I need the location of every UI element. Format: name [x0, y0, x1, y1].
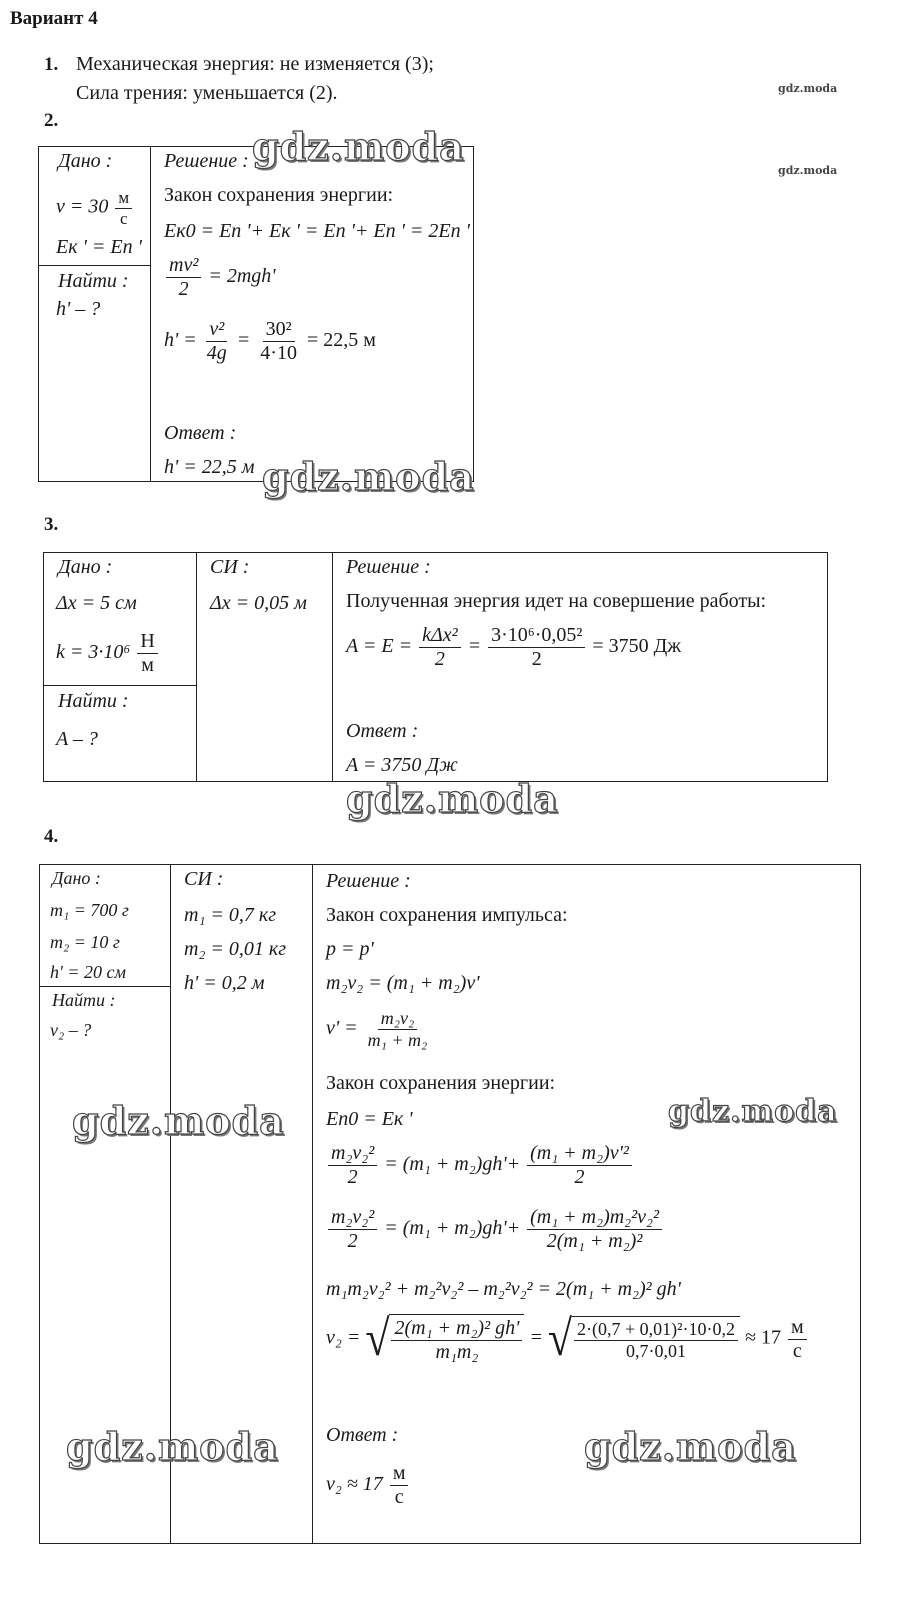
- task4-eq8: v₂ = √ $\frac{\text{2(m₁ + m₂)² gh'}}{\text{m₁m₂}}$ = √ $\frac{\text{2·(0,7 + 0,01)²·10·0,2}}{0,7\cdot 0,01}$ ≈ 17 $\frac{м}{с}$: [326, 1314, 809, 1364]
- watermark: gdz.moda: [66, 1424, 279, 1469]
- task4-eq3: v' = $\frac{\text{m₂v₂}}{\text{m₁ + m₂}}$: [326, 1008, 428, 1050]
- task4-dano: Дано :: [52, 868, 101, 888]
- task2-dano: Дано :: [58, 150, 113, 172]
- watermark: gdz.moda: [346, 776, 559, 821]
- task4-number: 4.: [44, 826, 59, 847]
- task2-resh: Решение :: [164, 150, 249, 172]
- task4-eq4: Eп0 = Eк ': [326, 1108, 413, 1130]
- task3-find: A – ?: [56, 728, 98, 750]
- task4-najti: Найти :: [52, 990, 116, 1010]
- task4-divider-2: [312, 864, 313, 1544]
- task3-given-divider: [43, 685, 196, 686]
- task3-si-dx: Δx = 0,05 м: [210, 592, 307, 614]
- watermark-small: gdz.moda: [778, 164, 838, 177]
- task3-divider-1: [196, 552, 197, 782]
- task2-najti: Найти :: [58, 270, 129, 292]
- task2-answer: h' = 22,5 м: [164, 456, 255, 478]
- task2-eq3: h' = $\frac{\text{v²}}{4g}$ = $\frac{\text{30²}}{4\cdot 10}$ = 22,5 м: [164, 318, 376, 364]
- watermark: gdz.moda: [252, 124, 465, 169]
- task2-divider: [150, 146, 151, 482]
- task2-law: Закон сохранения энергии:: [164, 184, 394, 206]
- task1-line2: Сила трения: уменьшается (2).: [76, 82, 338, 104]
- task3-otvet: Ответ :: [346, 720, 419, 742]
- task2-e-given: Eк ' = Eп ': [56, 236, 142, 258]
- task4-law2: Закон сохранения энергии:: [326, 1072, 556, 1094]
- task4-eq7: m₁m₂v₂² + m₂²v₂² – m₂²v₂² = 2(m₁ + m₂)² gh': [326, 1278, 681, 1300]
- watermark: gdz.moda: [262, 454, 475, 499]
- task4-si-h: h' = 0,2 м: [184, 972, 265, 994]
- task3-dx: Δx = 5 см: [56, 592, 137, 614]
- watermark: gdz.moda: [668, 1094, 838, 1129]
- watermark: gdz.moda: [584, 1424, 797, 1469]
- task2-otvet: Ответ :: [164, 422, 237, 444]
- task3-number: 3.: [44, 514, 59, 535]
- task3-najti: Найти :: [58, 690, 129, 712]
- task4-h: h' = 20 см: [50, 962, 126, 982]
- task4-m2: m₂ = 10 г: [50, 932, 120, 952]
- task2-number: 2.: [44, 110, 59, 131]
- task4-m1: m₁ = 700 г: [50, 900, 129, 920]
- task1-number: 1.: [44, 54, 59, 75]
- task3-si: СИ :: [210, 556, 250, 578]
- task1-line1: Механическая энергия: не изменяется (3);: [76, 53, 434, 75]
- task2-eq1: Eк0 = Eп '+ Eк ' = Eп '+ Eп ' = 2Eп ': [164, 220, 470, 242]
- task3-dano: Дано :: [58, 556, 113, 578]
- task2-given-divider: [38, 265, 150, 266]
- task3-resh: Решение :: [346, 556, 431, 578]
- task4-otvet: Ответ :: [326, 1424, 399, 1446]
- task4-law1: Закон сохранения импульса:: [326, 904, 568, 926]
- sqrt-icon: √: [365, 1310, 390, 1367]
- task4-eq5: $\frac{\text{m₂v₂²}}{2}$ = (m₁ + m₂)gh'+ $\frac{\text{(m₁ + m₂)v'²}}{2}$: [326, 1142, 634, 1189]
- task3-eq: A = E = $\frac{\text{kΔx²}}{2}$ = $\frac{\text{3·10⁶·0,05²}}{2}$ = 3750 Дж: [346, 624, 682, 670]
- task4-find: v₂ – ?: [50, 1020, 92, 1040]
- task4-si: СИ :: [184, 868, 224, 890]
- task4-resh: Решение :: [326, 870, 411, 892]
- task2-find: h' – ?: [56, 298, 101, 320]
- watermark-small: gdz.moda: [778, 82, 838, 95]
- sqrt-icon: √: [547, 1310, 573, 1367]
- page-title: Вариант 4: [10, 8, 98, 29]
- task3-text: Полученная энергия идет на совершение работы:: [346, 590, 767, 612]
- task4-eq6: $\frac{\text{m₂v₂²}}{2}$ = (m₁ + m₂)gh'+ $\frac{\text{(m₁ + m₂)m₂²v₂²}}{\text{2(m₁ + m₂)²}}$: [326, 1206, 664, 1253]
- task4-eq1: p = p': [326, 938, 374, 960]
- watermark: gdz.moda: [72, 1098, 285, 1143]
- task4-si-m2: m₂ = 0,01 кг: [184, 938, 287, 960]
- task2-v-given: v = 30 $\frac{м}{с}$: [56, 188, 134, 228]
- task4-si-m1: m₁ = 0,7 кг: [184, 904, 277, 926]
- task4-given-divider: [39, 986, 170, 987]
- task3-k: k = 3·10⁶ $\frac{Н}{м}$: [56, 630, 160, 677]
- task4-answer: v₂ ≈ 17 $\frac{м}{с}$: [326, 1462, 410, 1509]
- task3-answer: A = 3750 Дж: [346, 754, 458, 776]
- task2-eq2: $\frac{\text{mv²}}{2}$ = 2mgh': [164, 254, 276, 301]
- task4-eq2: m₂v₂ = (m₁ + m₂)v': [326, 972, 480, 994]
- task3-divider-2: [332, 552, 333, 782]
